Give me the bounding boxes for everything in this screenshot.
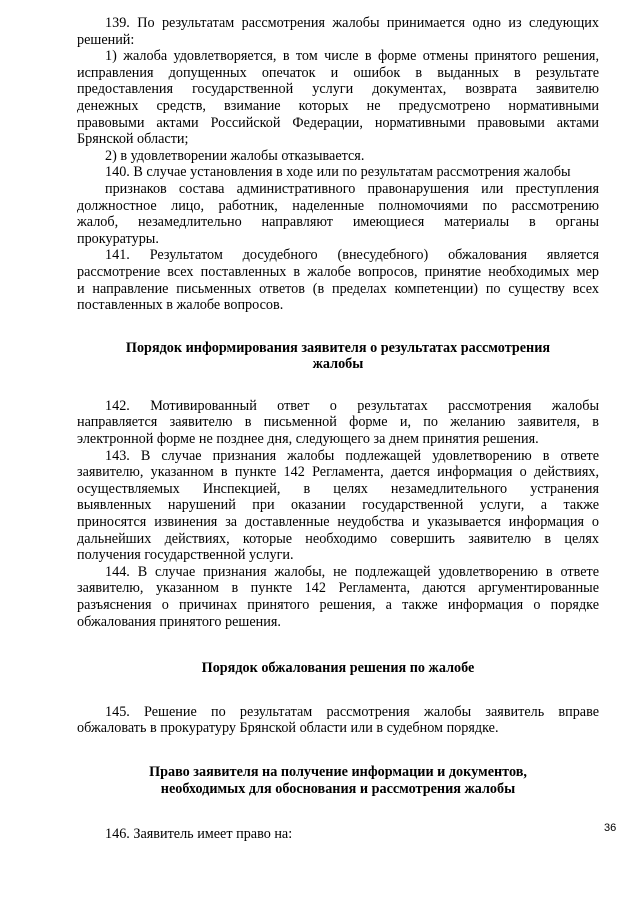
paragraph-146 (77, 826, 599, 843)
paragraph-140 (77, 164, 599, 247)
text-line: осуществляемых Инспекцией, в целях незамедлительного устранения (77, 480, 599, 497)
text-line: 146. Заявитель имеет право на: (105, 826, 293, 843)
text-line: выявленных нарушений при оказании государственной услуги, а также (77, 497, 599, 514)
page-number: 36 (604, 822, 617, 834)
text-line: предоставления государственной услуги документах, возврата заявителю (77, 81, 599, 98)
paragraph-144 (77, 564, 599, 630)
text-line: Брянской области; (77, 131, 189, 148)
text-line: 2) в удовлетворении жалобы отказывается. (105, 147, 365, 164)
paragraph-139-item-1 (77, 48, 599, 148)
heading-line: Право заявителя на получение информации и документов, (149, 763, 527, 780)
document-body (77, 15, 599, 843)
text-line: рассмотрение всех поставленных в жалобе вопросов, принятие необходимых мер (77, 263, 599, 280)
text-line: 141. Результатом досудебного (внесудебного) обжалования является (105, 247, 599, 264)
text-line: дальнейших действиях, которые необходимо совершить заявителю в целях (77, 530, 599, 547)
heading-line: необходимых для обоснования и рассмотрения жалобы (160, 780, 516, 797)
heading-line: жалобы (312, 356, 364, 373)
text-line: заявителю, указанном в пункте 142 Регламента, даются аргументированные (77, 580, 599, 597)
paragraph-145 (77, 704, 599, 737)
text-line: 1) жалоба удовлетворяется, в том числе в форме отмены принятого решения, (105, 48, 599, 65)
paragraph-139 (77, 15, 599, 48)
text-line: 142. Мотивированный ответ о результатах рассмотрения жалобы (105, 397, 599, 414)
section-heading (77, 340, 599, 373)
paragraph-139-item-2 (77, 148, 599, 165)
paragraph-143 (77, 448, 599, 564)
text-line: денежных средств, взимание которых не предусмотрено нормативными (77, 97, 599, 114)
paragraph-141 (77, 247, 599, 313)
text-line: решений: (77, 31, 135, 48)
text-line: 139. По результатам рассмотрения жалобы принимается одно из следующих (105, 15, 599, 31)
text-line: заявителю, указанном в пункте 142 Регламента, дается информация о действиях, (77, 464, 599, 481)
section-heading (77, 764, 599, 797)
text-line: 143. В случае признания жалобы подлежащей удовлетворению в ответе (105, 447, 599, 464)
text-line: электронной форме не позднее дня, следующего за днем принятия решения. (77, 431, 539, 448)
text-line: 140. В случае установления в ходе или по результатам рассмотрения жалобы (105, 164, 571, 181)
text-line: признаков состава административного правонарушения или преступления (105, 180, 599, 197)
text-line: 144. В случае признания жалобы, не подлежащей удовлетворению в ответе (105, 563, 599, 580)
text-line: правовыми актами Российской Федерации, нормативными правовыми актами (77, 114, 599, 131)
text-line: прокуратуры. (77, 230, 159, 247)
text-line: получения государственной услуги. (77, 547, 294, 564)
text-line: обжаловать в прокуратуру Брянской области или в судебном порядке. (77, 720, 499, 737)
text-line: исправления допущенных опечаток и ошибок в выданных в результате (77, 64, 599, 81)
text-line: 145. Решение по результатам рассмотрения жалобы заявитель вправе (105, 703, 599, 720)
heading-line: Порядок обжалования решения по жалобе (201, 660, 475, 677)
text-line: разъяснения о причинах принятого решения, а также информация о порядке (77, 597, 599, 613)
paragraph-142 (77, 398, 599, 448)
text-line: поставленных в жалобе вопросов. (77, 297, 284, 314)
heading-line: Порядок информирования заявителя о результатах рассмотрения (125, 339, 551, 356)
section-heading (77, 660, 599, 677)
text-line: должностное лицо, работник, наделенные полномочиями по рассмотрению (77, 197, 599, 214)
text-line: направляется заявителю в письменной форме и, по желанию заявителя, в (77, 414, 599, 431)
text-line: и направление письменных ответов (в пределах компетенции) по существу всех (77, 280, 599, 297)
text-line: жалоб, незамедлительно направляют имеющиеся материалы в органы (77, 214, 599, 231)
text-line: обжалования принятого решения. (77, 613, 281, 630)
text-line: приносятся извинения за доставленные неудобства и указывается информация о (77, 514, 599, 531)
